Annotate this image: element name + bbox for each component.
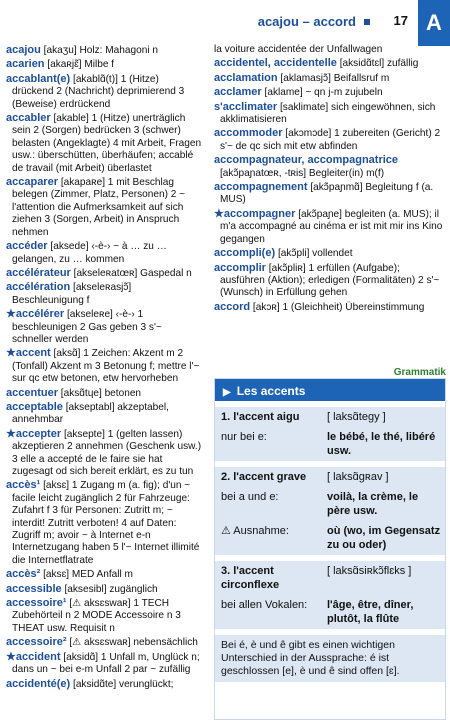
entry-definition: [akseleʀasjɔ̃] Beschleunigung f — [12, 282, 132, 306]
entry-definition: [akablɑ̃(t)] 1 (Hitze) drückend 2 (Nachricht) deprimierend 3 (Beweise) erdrückend — [12, 73, 185, 110]
grammar-accent-name: 1. l'accent aigu — [221, 411, 300, 423]
headword[interactable]: ★accélérer — [6, 308, 65, 321]
headword[interactable]: accélérateur — [6, 266, 71, 279]
headword[interactable]: accessoire² — [6, 636, 67, 649]
dictionary-entry — [6, 428, 202, 479]
headword[interactable]: acajou — [6, 44, 41, 56]
entry-definition: [aksɑ̃] 1 Zeichen: Akzent m 2 (Tonfall) Akzent m 3 Betonung f; mettre l'~ sur qc etw betonen, etw hervorheben — [12, 348, 200, 385]
entry-definition: [akɔ̃paɲe] begleiten (a. MUS); il m'a accompagné au cinéma er ist mit mir ins Kino gegangen — [220, 208, 443, 245]
entry-definition: [aksɛ] MED Anfall m — [43, 569, 133, 581]
dictionary-entry — [6, 583, 202, 596]
dictionary-entry — [214, 154, 446, 180]
entry-definition: [akapaʀe] 1 mit Beschlag belegen (Zimmer, Platz, Personen) 2 ~ l'attention die Aufmerksamkeit auf sich ziehen 3 (Sorgen, Arbeit) in Anspruch nehmen — [12, 177, 186, 238]
grammar-example: le bébé, le thé, libéré usw. — [327, 431, 436, 457]
grammar-label: Grammatik — [393, 367, 446, 378]
grammar-sections — [215, 407, 445, 629]
dictionary-entry — [214, 57, 446, 70]
entry-definition: [⚠ aksɛswaʀ] 1 TECH Zubehörteil n 2 MODE Accessoire n 3 THEAT usw. Requisit n — [12, 598, 181, 634]
dictionary-entry — [6, 267, 202, 280]
headword[interactable]: accaparer — [6, 176, 58, 189]
headword[interactable]: acclamation — [214, 71, 278, 84]
entry-definition: [akɔ̃paɲmɑ̃] Begleitung f (a. MUS) — [220, 182, 434, 206]
dictionary-entry — [6, 73, 202, 111]
headword[interactable]: acceptable — [6, 400, 63, 413]
headword[interactable]: ★accompagner — [214, 207, 296, 220]
grammar-example: l'âge, être, dîner, plutôt, la flûte — [327, 599, 414, 625]
dictionary-entry — [6, 44, 202, 57]
dictionary-entry — [6, 568, 202, 581]
dictionary-entry — [6, 636, 202, 649]
entry-definition: [akɔʀ] 1 (Gleichheit) Übereinstimmung — [252, 301, 425, 313]
entry-definition: [akable] 1 (Hitze) unerträglich sein 2 (Sorgen) bedrücken 3 (schwer) belasten (Angeklagte) 4 mit Arbeit, Fragen usw.: überschütten, überhäufen; accablé de travail (mit Arbeit) überlastet — [12, 113, 202, 174]
dictionary-entry — [6, 678, 202, 691]
grammar-rule: bei a und e: — [221, 491, 279, 503]
headword[interactable]: accessoire¹ — [6, 597, 67, 610]
dictionary-entry — [6, 479, 202, 567]
grammar-phonetic: [ laksɑ̃tegy ] — [327, 411, 386, 423]
entry-definition: la voiture accidentée der Unfallwagen — [214, 44, 383, 55]
dictionary-entry — [6, 401, 202, 427]
grammar-phonetic: [ laksɑ̃siʀkɔ̃flɛks ] — [327, 565, 412, 577]
headword[interactable]: acarien — [6, 58, 45, 71]
entry-definition: [aksɛ] 1 Zugang m (a. fig); d'un ~ facile leicht zugänglich 2 für Fahrzeuge: Zufahrt f 3 für Personen: Zutritt m; ~ interdit! Zutritt verboten! 4 auf Daten: Zugriff m; avoir ~ à Internet e-n Internetzugang haben 5 l'~ Internet illimité die Internetflatrate — [12, 480, 200, 566]
dictionary-entry — [214, 181, 446, 207]
grammar-example: où (wo, im Gegensatz zu ou oder) — [327, 525, 441, 551]
entry-definition: [akseleʀe] ‹-è-› 1 beschleunigen 2 Gas geben 3 s'~ schneller werden — [12, 309, 162, 345]
dictionary-entry — [214, 44, 446, 56]
dictionary-entry — [6, 651, 202, 677]
grammar-row — [215, 595, 445, 629]
grammar-section-header — [215, 467, 445, 487]
entry-definition: [aksepte] 1 (gelten lassen) akzeptieren 2 annehmen (Geschenk usw.) 3 elle a accepté de le faire sie hat zugesagt od sich bereit erklärt, es zu tun — [12, 428, 202, 477]
headword[interactable]: accomplir — [214, 261, 266, 274]
grammar-row — [215, 487, 445, 521]
headword[interactable]: accord — [214, 300, 251, 313]
headword[interactable]: accidenté(e) — [6, 677, 71, 690]
grammar-title: ▶ Les accents — [215, 379, 445, 401]
dictionary-entry — [6, 281, 202, 307]
headword[interactable]: accès² — [6, 568, 41, 581]
grammar-row — [215, 427, 445, 461]
entry-definition: [akaʀjɛ̃] Milbe f — [47, 59, 115, 71]
entry-definition: [aksidɑ̃] 1 Unfall m, Unglück n; dans un ~ bei e-m Unfall 2 par ~ zufällig — [12, 651, 200, 676]
dictionary-entry — [6, 387, 202, 400]
grammar-footer: Bei é, è und ê gibt es einen wichtigen Unterschied in der Aussprache: é ist geschlossen [e], è und ê sind offen [ɛ]. — [215, 635, 445, 682]
entry-definition: [akaʒu] Holz: Mahagoni n — [43, 45, 159, 56]
dictionary-entry — [214, 262, 446, 300]
entry-definition: [aksidɑ̃te] verunglückt; — [73, 678, 174, 690]
entry-definition: [⚠ aksɛswaʀ] nebensächlich — [69, 637, 198, 649]
headword[interactable]: accessible — [6, 582, 62, 595]
headword[interactable]: ★accent — [6, 347, 51, 360]
headword[interactable]: s'acclimater — [214, 100, 278, 113]
grammar-rule: bei allen Vokalen: — [221, 599, 308, 611]
dictionary-entry — [6, 58, 202, 71]
dictionary-entry — [6, 308, 202, 346]
dictionary-entry — [6, 597, 202, 635]
grammar-accent-name: 3. l'accent circonflexe — [221, 565, 280, 591]
dictionary-entry — [214, 301, 446, 314]
dictionary-entry — [214, 72, 446, 85]
grammar-accent-name: 2. l'accent grave — [221, 471, 307, 483]
headword[interactable]: ★accident — [6, 650, 61, 663]
entry-definition: [aklame] ~ qn j-m zujubeln — [264, 87, 383, 99]
grammar-section-header — [215, 561, 445, 595]
entry-definition: [akɔ̃pliʀ] 1 erfüllen (Aufgabe); ausführen (Aktion); erledigen (Formalitäten) 2 s'~ (Wunsch) in Erfüllung gehen — [220, 262, 440, 299]
dictionary-entry — [214, 247, 446, 260]
section-tab[interactable]: A — [418, 0, 450, 46]
grammar-example: voilà, la crème, le père usw. — [327, 491, 419, 517]
grammar-rule: nur bei e: — [221, 431, 267, 443]
grammar-box — [214, 378, 446, 720]
headword[interactable]: accompagnement — [214, 181, 308, 194]
dictionary-entry — [6, 240, 202, 266]
headword[interactable]: accès¹ — [6, 479, 41, 492]
headword[interactable]: accompagnateur, accompagnatrice — [214, 154, 399, 167]
grammar-phonetic: [ laksɑ̃gʀav ] — [327, 471, 389, 483]
dictionary-entry — [6, 176, 202, 239]
headword[interactable]: acclamer — [214, 86, 262, 99]
headword[interactable]: accentuer — [6, 386, 58, 399]
entry-definition: [aksɑ̃tɥe] betonen — [60, 387, 142, 399]
grammar-section-header — [215, 407, 445, 427]
entry-definition: [saklimate] sich eingewöhnen, sich akklimatisieren — [220, 101, 436, 126]
dictionary-entry — [214, 127, 446, 153]
entry-definition: [akɔ̃paɲatœʀ, -tʀis] Begleiter(in) m(f) — [220, 167, 385, 179]
entry-definition: [aksesibl] zugänglich — [64, 583, 158, 595]
entry-definition: [akseleʀatœʀ] Gaspedal n — [73, 267, 192, 279]
headword[interactable]: accablant(e) — [6, 72, 71, 85]
dictionary-entry — [6, 347, 202, 385]
dictionary-entry — [6, 112, 202, 175]
page-number: 17 — [393, 13, 408, 28]
headword[interactable]: accélération — [6, 281, 71, 294]
guide-words: acajou – accord — [258, 14, 378, 29]
left-column — [6, 44, 202, 692]
entry-definition: [akɔ̃pli] vollendet — [277, 248, 353, 260]
entry-definition: [akseptabl] akzeptabel, annehmbar — [12, 401, 169, 426]
grammar-row — [215, 521, 445, 555]
right-column — [214, 44, 446, 315]
headword[interactable]: accéder — [6, 240, 48, 253]
headword[interactable]: accidentel, accidentelle — [214, 57, 337, 70]
headword[interactable]: ★accepter — [6, 427, 62, 440]
dictionary-entry — [214, 86, 446, 99]
headword[interactable]: accommoder — [214, 127, 283, 140]
dictionary-entry — [214, 101, 446, 127]
entry-definition: [aksidɑ̃tɛl] zufällig — [339, 58, 419, 70]
entry-definition: [aklamasjɔ̃] Beifallsruf m — [280, 72, 390, 84]
entry-definition: [akɔmɔde] 1 zubereiten (Gericht) 2 s'~ de qc sich mit etw abfinden — [220, 128, 441, 152]
triangle-icon: ▶ — [223, 387, 231, 398]
dictionary-entry — [214, 208, 446, 246]
entry-definition: [aksede] ‹-è-› ~ à … zu … gelangen, zu … kommen — [12, 241, 167, 265]
headword[interactable]: accabler — [6, 112, 51, 125]
grammar-rule: ⚠ Ausnahme: — [221, 525, 289, 537]
page-header — [0, 0, 450, 44]
headword[interactable]: accompli(e) — [214, 247, 276, 260]
